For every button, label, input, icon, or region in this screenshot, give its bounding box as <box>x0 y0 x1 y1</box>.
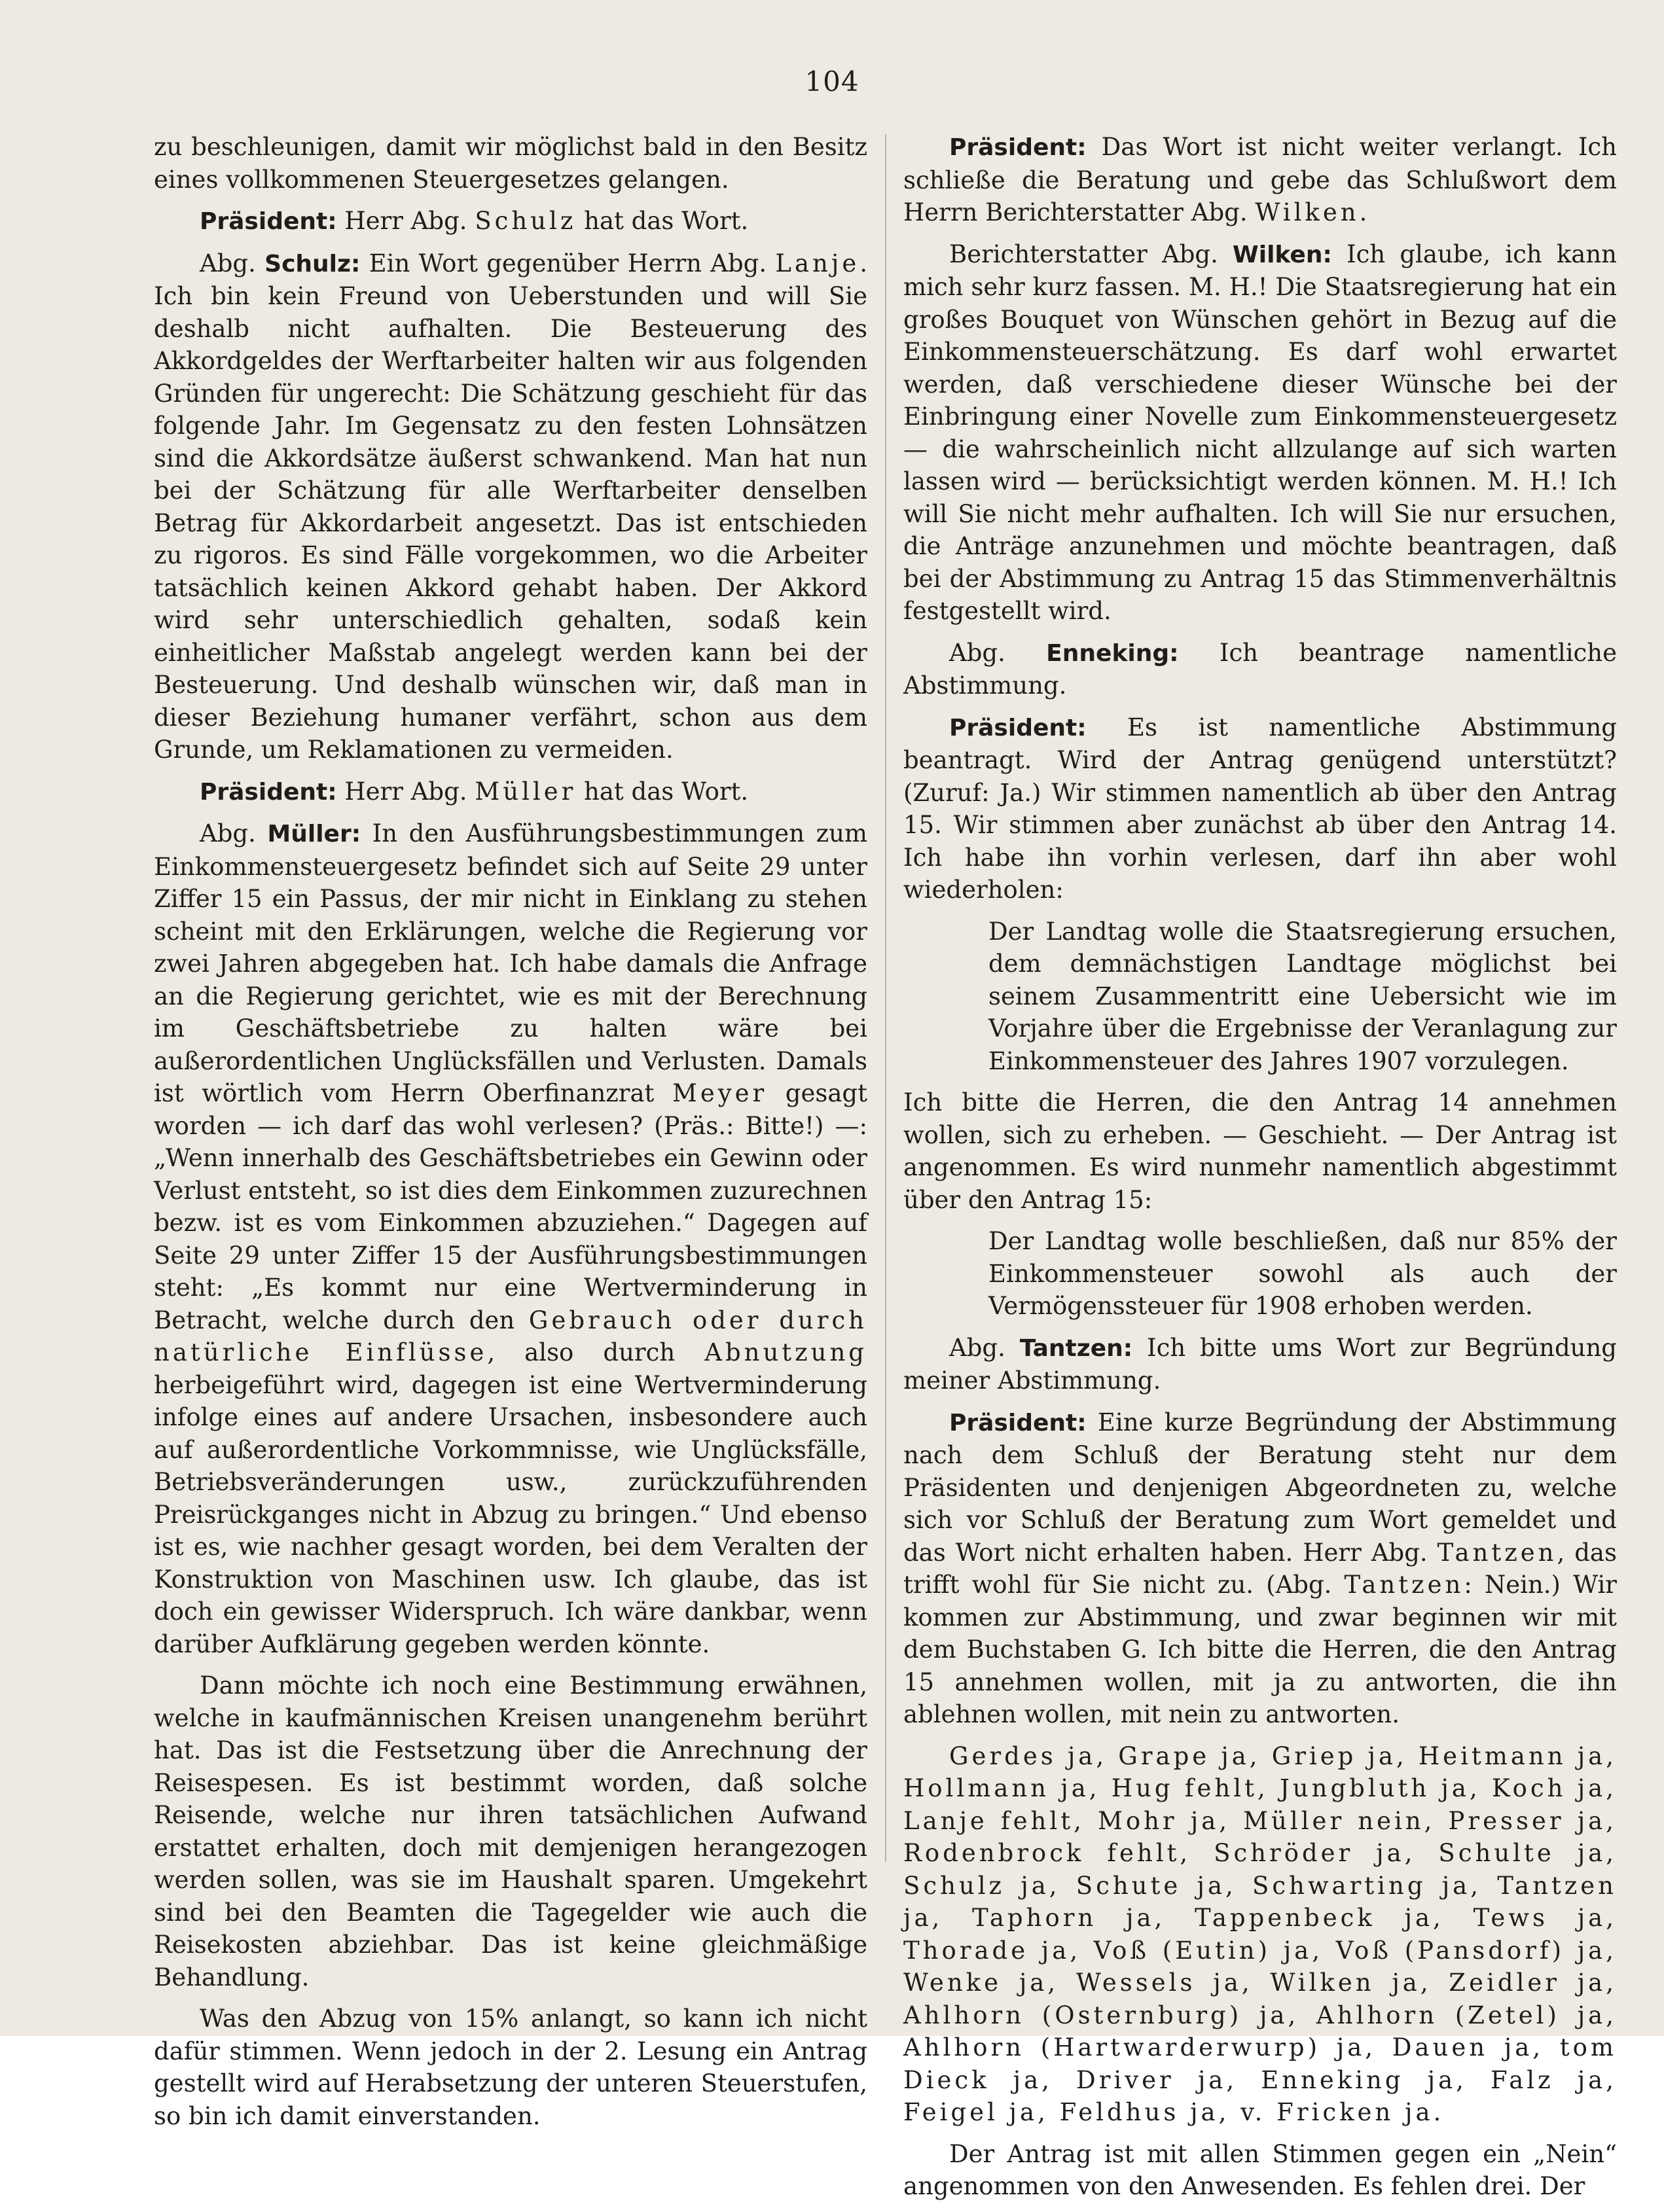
emphasized-text: Gebrauch oder durch natürliche Einflüsse <box>154 1306 867 1366</box>
paragraph-text: Herr Abg. <box>336 207 475 235</box>
paragraph-text: hat das Wort. <box>576 777 749 806</box>
paragraph-text: , das trifft wohl für Sie nicht zu. (Abg. <box>903 1538 1617 1599</box>
column-divider <box>885 134 886 1862</box>
speaker-label: Präsident: <box>949 714 1087 741</box>
paragraph-text: Eine kurze Begründung der Abstimmung nach dem Schluß der Beratung steht nur dem Präsidenten und denjenigen Abgeordneten zu, welche sich vor Schluß der Beratung zum Wort gemeldet und das Wort nicht erhalten haben. Herr Abg. <box>903 1408 1617 1567</box>
paragraph-schulz <box>154 247 867 766</box>
paragraph-tantzen <box>903 1332 1617 1397</box>
page-number: 104 <box>805 65 859 98</box>
paragraph-text: : Nein.) Wir kommen zur Abstimmung, und zwar beginnen wir mit dem Buchstaben G. Ich bitte die Herren, die den Antrag 15 annehmen wollen, mit ja zu antworten, die ihn ablehnen wollen, mit nein zu antworten. <box>903 1571 1617 1728</box>
speaker-prefix: Abg. <box>200 819 268 847</box>
speaker-label: Schulz: <box>264 250 361 277</box>
person-name: Müller <box>475 777 577 806</box>
person-name: Tantzen <box>1344 1571 1464 1599</box>
person-name: Wilken <box>1255 198 1360 226</box>
speaker-prefix: Berichterstatter Abg. <box>949 240 1233 268</box>
roll-call-list: Gerdes ja, Grape ja, Griep ja, Heitmann ja, Hollmann ja, Hug fehlt, Jungbluth ja, Koch ja, Lanje fehlt, Mohr ja, Müller nein, Presser ja, Rodenbrock fehlt, Schröder ja, Schulte ja, Schulz ja, Schute ja, Schwarting ja, Tantzen ja, Taphorn ja, Tappenbeck ja, Tews ja, Thorade ja, Voß (Eutin) ja, Voß (Pansdorf) ja, Wenke ja, Wessels ja, Wilken ja, Zeidler ja, Ahlhorn (Osternburg) ja, Ahlhorn (Zetel) ja, Ahlhorn (Hartwarderwurp) ja, Dauen ja, tom Dieck ja, Driver ja, Enneking ja, Falz ja, Feigel ja, Feldhus ja, v. Fricken ja. <box>903 1741 1617 2126</box>
speaker-label: Präsident: <box>200 778 337 806</box>
paragraph-text: , also durch <box>487 1338 705 1366</box>
speaker-label: Präsident: <box>200 208 337 235</box>
paragraph-praesident-4 <box>903 711 1617 906</box>
paragraph-text: Ich bitte ums Wort zur Begründung meiner Abstimmung. <box>903 1333 1617 1395</box>
paragraph-text: Das Wort ist nicht weiter verlangt. Ich schließe die Beratung und gebe das Schlußwort dem Herrn Berichterstatter Abg. <box>903 133 1617 226</box>
speaker-label: Präsident: <box>949 1409 1087 1436</box>
paragraph-vote-14: Ich bitte die Herren, die den Antrag 14 annehmen wollen, sich zu erheben. — Geschieht. — Der Antrag ist angenommen. Es wird nunmehr namentlich abgestimmt über den Antrag 15: <box>903 1088 1617 1214</box>
left-column <box>154 131 867 2141</box>
paragraph-mueller <box>154 817 867 1660</box>
motion-quote-14: Der Landtag wolle die Staatsregierung ersuchen, dem demnächstigen Landtage möglichst bei seinem Zusammentritt eine Uebersicht wie im Vorjahre über die Ergebnisse der Veranlagung zur Einkommensteuer des Jahres 1907 vorzulegen. <box>988 917 1617 1075</box>
paragraph-text: gesagt worden — ich darf das wohl verlesen? (Präs.: Bitte!) —: „Wenn innerhalb des Geschäftsbetriebes ein Gewinn oder Verlust entsteht, so ist dies dem Einkommen zuzurechnen bezw. ist es vom Einkommen abzuziehen.“ Dagegen auf Seite 29 unter Ziffer 15 der Ausführungsbestimmungen steht: „Es kommt nur eine Wertverminderung in Betracht, welche durch den <box>154 1079 867 1334</box>
speaker-label: Präsident: <box>949 134 1087 161</box>
paragraph-text: herbeigeführt wird, dagegen ist eine Wertverminderung infolge eines auf andere Ursachen, insbesondere auch auf außerordentliche Vorkommnisse, wie Unglücksfälle, Betriebsveränderungen usw., zurückzuführenden Preisrückganges nicht in Abzug zu bringen.“ Und ebenso ist es, wie nachher gesagt worden, bei dem Veralten der Konstruktion von Maschinen usw. Ich glaube, das ist doch ein gewisser Widerspruch. Ich wäre dankbar, wenn darüber Aufklärung gegeben werden könnte. <box>154 1370 867 1658</box>
speaker-label: Enneking: <box>1046 639 1179 667</box>
paragraph-text: Ich beantrage namentliche Abstimmung. <box>903 638 1617 700</box>
speaker-prefix: Abg. <box>949 1333 1020 1362</box>
paragraph-enneking <box>903 637 1617 702</box>
speaker-label: Wilken: <box>1233 241 1332 268</box>
paragraph-text: Herr Abg. <box>336 777 475 806</box>
person-name: Tantzen <box>1437 1538 1557 1567</box>
paragraph-result: Der Antrag ist mit allen Stimmen gegen ein „Nein“ angenommen von den Anwesenden. Es fehlen drei. Der <box>903 2139 1617 2200</box>
paragraph-abzug: Was den Abzug von 15% anlangt, so kann ich nicht dafür stimmen. Wenn jedoch in der 2. Lesung ein Antrag gestellt wird auf Herabsetzung der unteren Steuerstufen, so bin ich damit einverstanden. <box>154 2005 867 2130</box>
paragraph-continuation: zu beschleunigen, damit wir möglichst bald in den Besitz eines vollkommenen Steuergesetzes gelangen. <box>154 133 867 194</box>
person-name: Lanje <box>775 249 860 277</box>
paragraph-text: Es ist namentliche Abstimmung beantragt. Wird der Antrag genügend unterstützt? (Zuruf: Ja.) Wir stimmen namentlich ab über den Antrag 15. Wir stimmen aber zunächst ab über den Antrag 14. Ich habe ihn vorhin verlesen, darf ihn aber wohl wiederholen: <box>903 713 1617 904</box>
paragraph-praesident-5 <box>903 1406 1617 1731</box>
paragraph-text: . Ich bin kein Freund von Ueberstunden und will Sie deshalb nicht aufhalten. Die Besteuerung des Akkordgeldes der Werftarbeiter halten wir aus folgenden Gründen für ungerecht: Die Schätzung geschieht für das folgende Jahr. Im Gegensatz zu den festen Lohnsätzen sind die Akkordsätze äußerst schwankend. Man hat nun bei der Schätzung für alle Werftarbeiter denselben Betrag für Akkordarbeit angesetzt. Das ist entschieden zu rigoros. Es sind Fälle vorgekommen, wo die Arbeiter tatsächlich keinen Akkord gehabt haben. Der Akkord wird sehr unterschiedlich gehalten, sodaß kein einheitlicher Maßstab angelegt werden kann bei der Besteuerung. Und deshalb wünschen wir, daß man in dieser Beziehung humaner verfährt, schon aus dem Grunde, um Reklamationen zu vermeiden. <box>154 249 867 764</box>
paragraph-praesident-1 <box>154 205 867 238</box>
speaker-prefix: Abg. <box>949 638 1047 667</box>
paragraph-text: hat das Wort. <box>576 207 749 235</box>
paragraph-text: . <box>1359 198 1367 226</box>
paragraph-praesident-3 <box>903 131 1617 229</box>
emphasized-text: Abnutzung <box>704 1338 867 1366</box>
paragraph-reisespesen: Dann möchte ich noch eine Bestimmung erwähnen, welche in kaufmännischen Kreisen unangenehm berührt hat. Das ist die Festsetzung über die Anrechnung der Reisespesen. Es ist bestimmt worden, daß solche Reisende, welche nur ihren tatsächlichen Aufwand erstattet erhalten, doch mit demjenigen herangezogen werden sollen, was sie im Haushalt sparen. Umgekehrt sind bei den Beamten die Tagegelder wie auch die Reisekosten abziehbar. Das ist keine gleichmäßige Behandlung. <box>154 1671 867 1991</box>
speaker-label: Müller: <box>267 821 361 847</box>
motion-quote-15: Der Landtag wolle beschließen, daß nur 85% der Einkommensteuer sowohl als auch der Vermögenssteuer für 1908 erhoben werden. <box>988 1227 1617 1320</box>
paragraph-text: In den Ausführungsbestimmungen zum Einkommensteuergesetz befindet sich auf Seite 29 unter Ziffer 15 ein Passus, der mir nicht in Einklang zu stehen scheint mit den Erklärungen, welche die Regierung vor zwei Jahren abgegeben hat. Ich habe damals die Anfrage an die Regierung gerichtet, wie es mit der Berechnung im Geschäftsbetriebe zu halten wäre bei außerordentlichen Unglücksfällen und Verlusten. Damals ist wörtlich vom Herrn Oberfinanzrat <box>154 819 867 1107</box>
speaker-prefix: Abg. <box>200 249 265 277</box>
person-name: Meyer <box>672 1079 768 1107</box>
paragraph-text: Ein Wort gegenüber Herrn Abg. <box>360 249 776 277</box>
speaker-label: Tantzen: <box>1019 1334 1133 1362</box>
right-column <box>903 131 1617 2212</box>
paragraph-text: Ich glaube, ich kann mich sehr kurz fassen. M. H.! Die Staatsregierung hat ein großes Bouquet von Wünschen gehört in Bezug auf die Einkommensteuerschätzung. Es darf wohl erwartet werden, daß verschiedene dieser Wünsche bei der Einbringung einer Novelle zum Einkommensteuergesetz — die wahrscheinlich nicht allzulange auf sich warten lassen wird — berücksichtigt werden können. M. H.! Ich will Sie nicht mehr aufhalten. Ich will Sie nur ersuchen, die Anträge anzunehmen und möchte beantragen, daß bei der Abstimmung zu Antrag 15 das Stimmenverhältnis festgestellt wird. <box>903 240 1617 625</box>
paragraph-wilken <box>903 238 1617 628</box>
paragraph-praesident-2 <box>154 776 867 809</box>
person-name: Schulz <box>475 207 577 235</box>
